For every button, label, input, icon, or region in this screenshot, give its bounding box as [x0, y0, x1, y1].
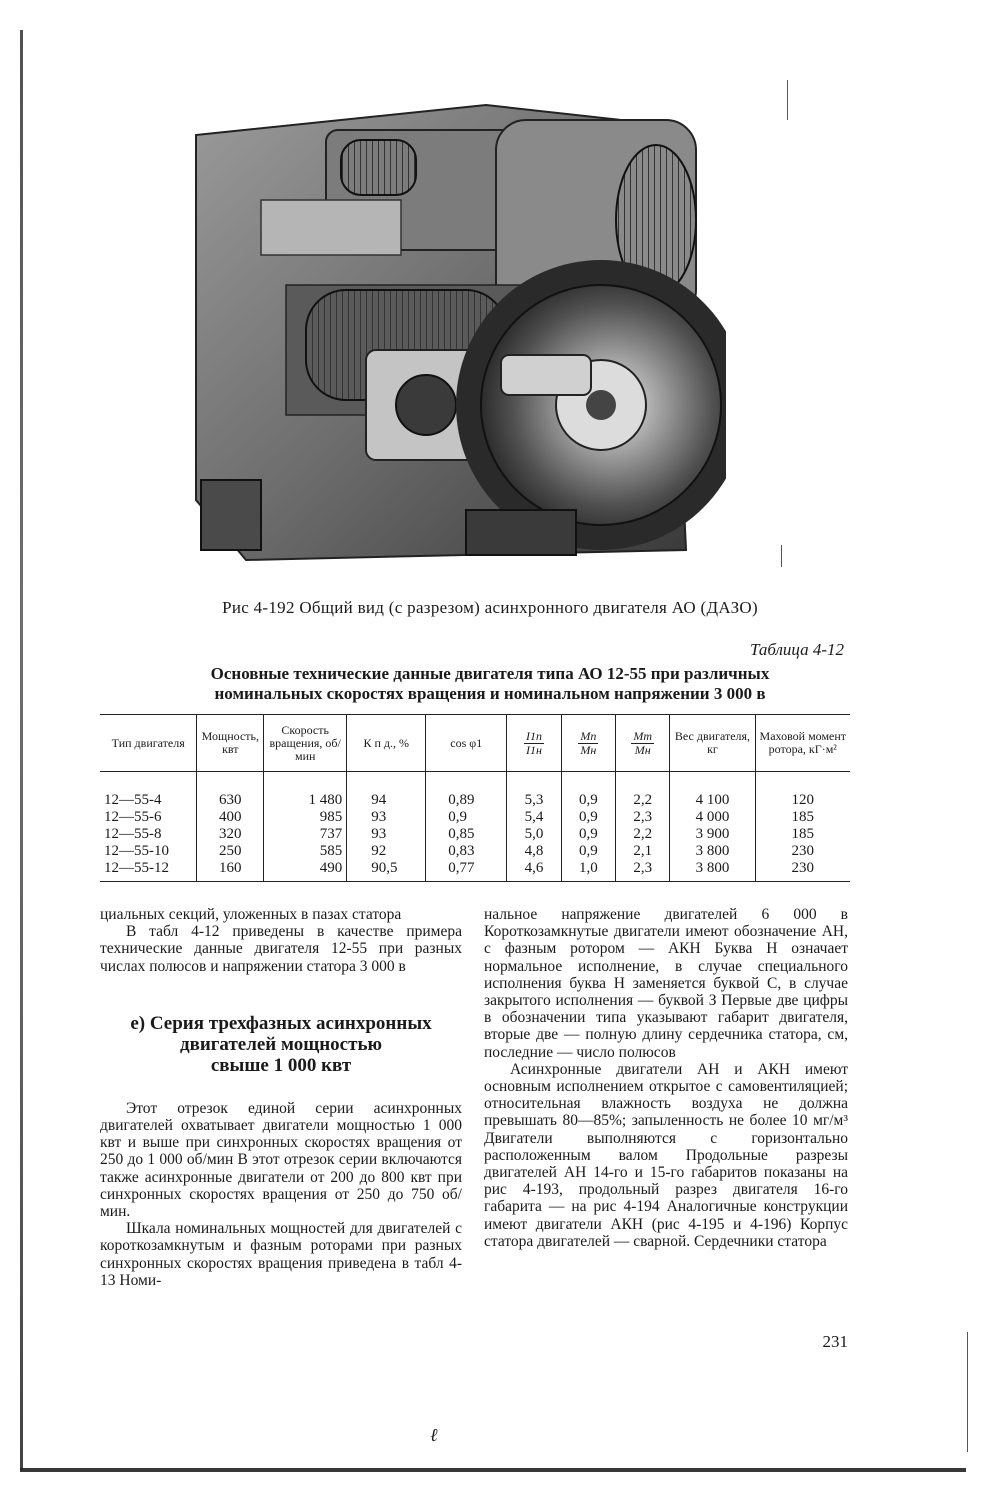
cell-type: 12—55-10: [104, 843, 169, 859]
paragraph: В табл 4-12 приведены в качестве примера технические данные двигателя 12-55 при разных числах полюсов и напряжении статора 3 000 в: [100, 923, 462, 975]
cell-cos: 0,85: [426, 826, 507, 843]
paragraph: Шкала номинальных мощностей для двигателей с короткозамкнутым и фазным роторами при разных синхронных скоростях вращения приведена в табл 4-13 Номи-: [100, 1220, 462, 1289]
cell-weight: 3 800: [670, 843, 755, 860]
scan-mark: [967, 1332, 968, 1452]
left-text-column: [100, 906, 462, 1289]
cell-speed: 737: [264, 826, 347, 843]
table-title-line: Основные технические данные двигателя типа АО 12-55 при различных: [210, 664, 770, 683]
cell-start-torque: 1,0: [561, 860, 615, 882]
cell-moment: 185: [755, 809, 850, 826]
header-speed: Скорость вращения, об/мин: [264, 715, 347, 772]
cell-power: 320: [197, 826, 264, 843]
scan-mark: [787, 80, 788, 120]
cell-max-torque: 2,2: [616, 772, 670, 810]
table-row: [100, 843, 850, 860]
cell-efficiency: 94: [347, 772, 426, 810]
paragraph: циальных секций, уложенных в пазах статора: [100, 906, 402, 923]
table-label: Таблица 4-12: [750, 640, 844, 659]
scan-left-edge: [20, 30, 23, 1470]
cell-speed: 1 480: [264, 772, 347, 810]
cell-speed: 490: [264, 860, 347, 882]
header-flywheel-moment: Маховой момент ротора, кГ·м²: [755, 715, 850, 772]
paragraph: Этот отрезок единой серии асинхронных двигателей охватывает двигатели мощностью 1 000 квт и выше при синхронных скоростях вращения от 250 до 1 000 об/мин В этот отрезок серии включаются также асинхронные двигатели от 200 до 800 квт при синхронных скоростях вращения от 250 до 750 об/мин.: [100, 1099, 462, 1221]
cell-speed: 585: [264, 843, 347, 860]
paragraph: нальное напряжение двигателей 6 000 в Короткозамкнутые двигатели имеют обозначение АН, с фазным ротором — АКН Буква Н означает нормальное исполнение, в случае специального исполнения буква Н заменяется буквой С, в случае закрытого исполнения — буквой З Первые две цифры в обозначении типа указывают габарит двигателя, вторые две — полную длину сердечника статора, см, последние — число полюсов: [484, 906, 848, 1061]
cell-power: 160: [197, 860, 264, 882]
cell-moment: 185: [755, 826, 850, 843]
header-efficiency: К п д., %: [347, 715, 426, 772]
cell-type: 12—55-8: [104, 826, 162, 842]
cell-weight: 3 800: [670, 860, 755, 882]
cell-start-torque: 0,9: [561, 826, 615, 843]
cell-cos: 0,9: [426, 809, 507, 826]
motor-illustration: [186, 80, 726, 580]
header-current-ratio: $\frac{I1п}{I1н}$: [507, 715, 561, 772]
table-header-row: [100, 715, 850, 772]
figure-caption: Рис 4-192 Общий вид (с разрезом) асинхронного двигателя АО (ДАЗО): [222, 598, 758, 617]
cell-cos: 0,83: [426, 843, 507, 860]
table-title: [100, 664, 880, 704]
cell-weight: 4 100: [670, 772, 755, 810]
table-row: [100, 826, 850, 843]
cell-current-ratio: 5,4: [507, 809, 561, 826]
cell-cos: 0,77: [426, 860, 507, 882]
cell-current-ratio: 4,6: [507, 860, 561, 882]
header-power: Мощность, квт: [197, 715, 264, 772]
cell-start-torque: 0,9: [561, 772, 615, 810]
page-number: 231: [822, 1332, 848, 1351]
header-cos: cos φ1: [426, 715, 507, 772]
section-heading: е) Серия трехфазных асинхронных двигателей мощностью свыше 1 000 квт: [130, 1012, 432, 1076]
cell-current-ratio: 5,0: [507, 826, 561, 843]
table-title-line: номинальных скоростях вращения и номинальном напряжении 3 000 в: [214, 684, 766, 703]
header-weight: Вес двигателя, кг: [670, 715, 755, 772]
cell-type: 12—55-4: [104, 792, 162, 808]
cell-max-torque: 2,1: [616, 843, 670, 860]
header-max-torque-ratio: $\frac{Мm}{Мн}$: [616, 715, 670, 772]
cell-efficiency: 93: [347, 826, 426, 843]
cell-type: 12—55-12: [100, 860, 197, 882]
cell-weight: 3 900: [670, 826, 755, 843]
cell-max-torque: 2,3: [616, 860, 670, 882]
cell-type: 12—55-6: [104, 809, 162, 825]
cell-max-torque: 2,3: [616, 809, 670, 826]
header-type: Тип двигателя: [100, 715, 197, 772]
paragraph: Асинхронные двигатели АН и АКН имеют основным исполнением открытое с самовентиляцией; относительная влажность воздуха не должна превышать 80—85%; запыленность не более 10 мг/м³ Двигатели выполняются с горизонтально расположенным валом Продольные разрезы двигателей АН 14-го и 15-го габаритов показаны на рис 4-193, продольный разрез двигателя 16-го габарита — на рис 4-194 Аналогичные конструкции имеют двигатели АКН (рис 4-195 и 4-196) Корпус статора двигателей — сварной. Сердечники статора: [484, 1060, 848, 1250]
cell-weight: 4 000: [670, 809, 755, 826]
stray-mark: ℓ: [430, 1425, 438, 1445]
scan-bottom-edge: [20, 1468, 966, 1472]
cell-moment: 120: [755, 772, 850, 810]
cell-moment: 230: [755, 860, 850, 882]
cell-cos: 0,89: [426, 772, 507, 810]
cell-power: 400: [197, 809, 264, 826]
cell-efficiency: 92: [347, 843, 426, 860]
cell-current-ratio: 4,8: [507, 843, 561, 860]
cell-efficiency: 90,5: [347, 860, 426, 882]
table-row: [100, 772, 850, 810]
table-row: [100, 809, 850, 826]
header-start-torque-ratio: $\frac{Мп}{Мн}$: [561, 715, 615, 772]
cell-start-torque: 0,9: [561, 843, 615, 860]
cell-speed: 985: [264, 809, 347, 826]
cell-moment: 230: [755, 843, 850, 860]
scan-mark: [781, 545, 782, 567]
cell-power: 630: [197, 772, 264, 810]
table-row: [100, 860, 850, 882]
specs-table: [100, 714, 850, 882]
cell-efficiency: 93: [347, 809, 426, 826]
cell-current-ratio: 5,3: [507, 772, 561, 810]
right-text-column: [484, 906, 848, 1250]
cell-start-torque: 0,9: [561, 809, 615, 826]
cell-power: 250: [197, 843, 264, 860]
cell-max-torque: 2,2: [616, 826, 670, 843]
